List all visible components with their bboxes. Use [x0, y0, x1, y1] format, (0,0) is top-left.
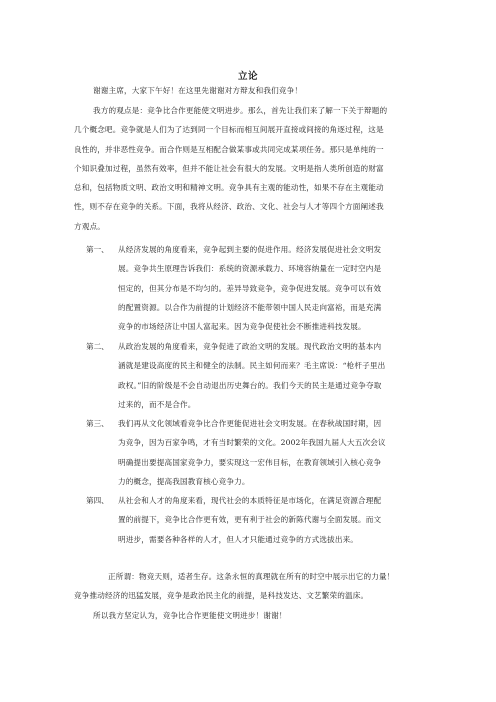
- point-body-4: [118, 491, 381, 549]
- point-line: 为竞争，因为百家争鸣，才有当时繁荣的文化。2002年我国九届人大五次会议: [118, 438, 386, 448]
- point-line: 过来的，而不是合作。: [118, 399, 196, 409]
- intro-line: 我方的观点是：竞争比合作更能使文明进步。那么，首先让我们来了解一下关于辩题的: [93, 106, 388, 115]
- point-line: 恒定的，但其分布是不均匀的。差异导致竞争，竞争促进发展。竞争可以有效: [118, 283, 382, 293]
- point-line: 从社会和人才的角度来看，现代社会的本质特征是市场化，在满足资源合理配: [118, 496, 382, 505]
- greeting-paragraph: [93, 81, 302, 100]
- point-line: 明进步，需要各种各样的人才，但人才只能通过竞争的方式选拔出来。: [118, 534, 359, 544]
- conclusion-line: 所以我方坚定认为，竞争比合作更能使文明进步！谢谢！: [93, 610, 287, 620]
- intro-line: 良性的，并非恶性竞争。而合作则是互相配合做某事或共同完成某项任务。那只是单纯的一: [74, 144, 384, 154]
- point-label-4: 第四、: [86, 496, 109, 505]
- point-line: 涵就是建设高度的民主和健全的法制。民主如何而来？毛主席说：“枪杆子里出: [118, 361, 386, 371]
- conclusion-line: 竞争推动经济的迅猛发展，竞争是政治民主化的前提，是科技发达、文艺繁荣的温床。: [74, 591, 369, 601]
- point-body-1: [118, 240, 381, 336]
- conclusion-paragraph: [74, 567, 395, 625]
- point-line: 力的概念，提高我国教育核心竞争力。: [118, 476, 250, 486]
- point-body-2: [118, 337, 385, 414]
- point-body-3: [118, 414, 386, 491]
- point-line: 从政治发展的角度看来，竞争促进了政治文明的发展。现代政治文明的基本内: [118, 342, 382, 351]
- point-label-2: 第二、: [86, 342, 109, 351]
- conclusion-line: 正所谓：物竞天则，适者生存。这条永恒的真理就在所有的时空中展示出它的力量！: [108, 572, 395, 581]
- point-line: 置的前提下，竞争比合作更有效，更有利于社会的新陈代谢与全面发展。而文: [118, 515, 382, 525]
- point-line: 的配置资源。以合作为前提的计划经济不能带领中国人民走向富裕，而是充满: [118, 302, 382, 312]
- point-line: 从经济发展的角度看来，竞争起到主要的促进作用。经济发展促进社会文明发: [118, 245, 382, 254]
- intro-line: 性，则不存在竞争的关系。下面，我将从经济、政治、文化、社会与人才等四个方面阐述我: [74, 202, 384, 212]
- point-line: 竞争的市场经济让中国人富起来。因为竞争促使社会不断推进科技发展。: [118, 322, 366, 332]
- document-title: 立论: [237, 71, 258, 82]
- point-line: 展。竞争共生原理告诉我们：系统的资源承载力、环境容纳量在一定时空内是: [118, 264, 382, 274]
- intro-paragraph: [74, 101, 387, 236]
- point-line: 我们再从文化领域看竞争比合作更能促进社会文明发展。在春秋战国时期，因: [118, 419, 382, 428]
- point-label-3: 第三、: [86, 419, 109, 428]
- point-line: 明确提出要提高国家竞争力，要实现这一宏伟目标，在教育领域引入核心竞争: [118, 457, 382, 467]
- intro-line: 总和，包括物质文明、政治文明和精神文明。竞争具有主观的能动性，如果不存在主观能动: [74, 183, 384, 193]
- intro-line: 方观点。: [74, 221, 105, 231]
- intro-line: 几个概念吧。竞争就是人们为了达到同一个目标而相互间展开直接或间接的角逐过程，这是: [74, 125, 384, 135]
- greeting-line: 谢谢主席，大家下午好！在这里先谢谢对方辩友和我们竞争！: [93, 86, 303, 95]
- point-label-1: 第一、: [86, 245, 109, 254]
- intro-line: 个知识叠加过程，虽然有效率，但并不能让社会有很大的发展。文明是指人类所创造的财富: [74, 163, 384, 173]
- point-line: 政权。”旧的阶级是不会自动退出历史舞台的。我们今天的民主是通过竞争夺取: [118, 380, 382, 390]
